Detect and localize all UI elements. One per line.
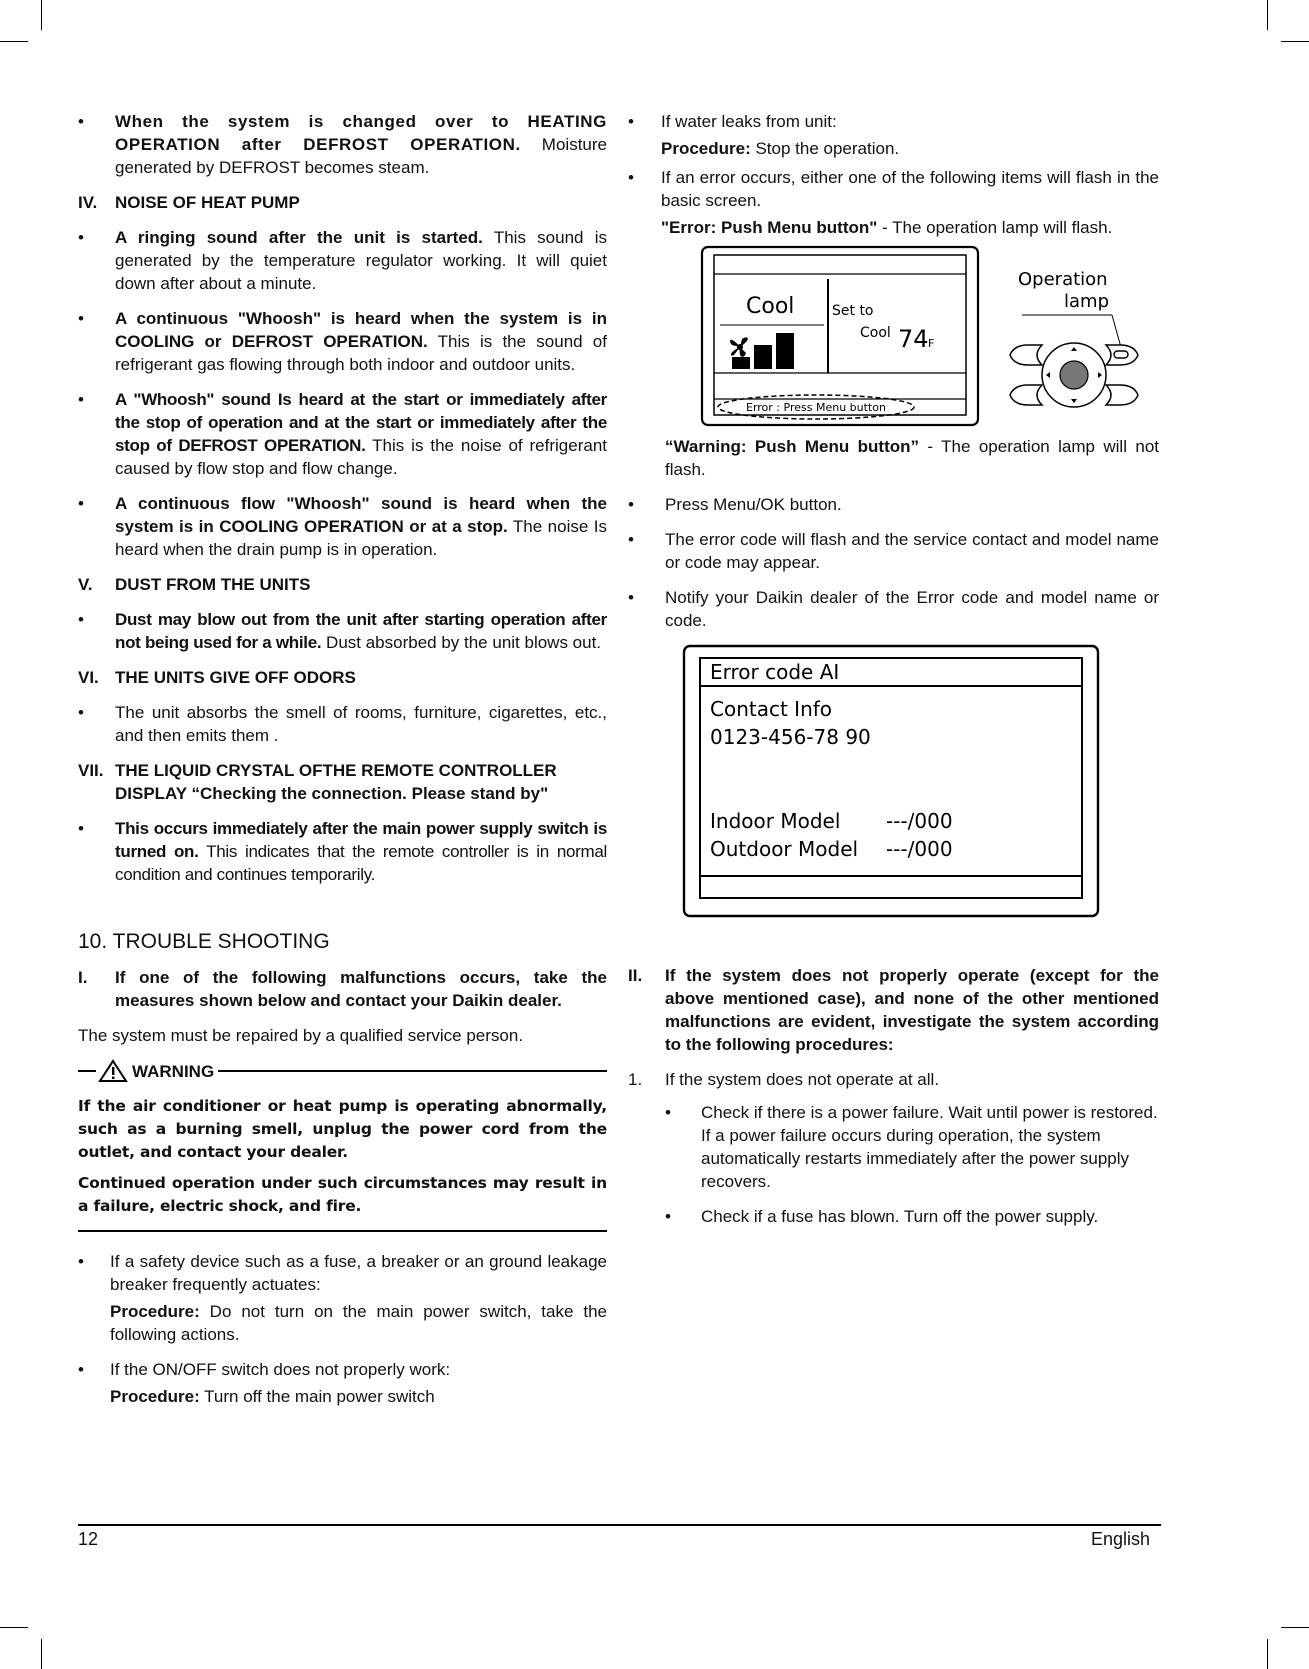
crop-mark	[41, 1639, 42, 1669]
list-item: • When the system is changed over to HEATING OPERATION after DEFROST OPERATION. Moisture generated by DEFROST becomes steam.	[78, 112, 607, 177]
section-heading: I. If one of the following malfunctions occurs, take the measures shown below and contact your Daikin dealer.	[78, 968, 607, 1010]
lcd-error-text: Error : Press Menu button	[746, 401, 886, 414]
warning-note: “Warning: Push Menu button” - The operation lamp will not flash.	[665, 437, 1159, 479]
list-item: • The error code will flash and the service contact and model name or code may appear.	[628, 530, 1159, 572]
page-number: 12	[78, 1529, 99, 1549]
list-item: • Press Menu/OK button.	[628, 495, 842, 514]
contact-number: 0123-456-78 90	[710, 725, 871, 749]
error-code-screen-illustration	[682, 644, 1102, 920]
list-item: • If a safety device such as a fuse, a breaker or an ground leakage breaker frequently actuates: Procedure: Do not turn on the main power switch, take the following actions.	[78, 1252, 607, 1344]
contact-info-label: Contact Info	[710, 697, 833, 721]
section-heading: IV. NOISE OF HEAT PUMP	[78, 193, 300, 212]
list-item: • Check if a fuse has blown. Turn off the power supply.	[665, 1207, 1099, 1226]
crop-mark	[1281, 41, 1309, 42]
list-item: • A "Whoosh" sound Is heard at the start or immediately after the stop of operation and at the start or immediately after the stop of DEFROST OPERATION. This is the noise of refrigerant caused by flow stop and flow change.	[78, 390, 607, 478]
list-item: • A continuous flow "Whoosh" sound is heard when the system is in COOLING OPERATION or at a stop. The noise Is heard when the drain pump is in operation.	[78, 494, 607, 559]
lcd-temp-text: 74	[898, 325, 929, 353]
lcd-temp-unit: F	[928, 337, 935, 350]
list-item: • If an error occurs, either one of the following items will flash in the basic screen. "Error: Push Menu button" - The operation lamp will flash.	[628, 168, 1159, 237]
remote-buttons	[1010, 343, 1138, 407]
crop-mark	[1267, 0, 1268, 30]
warning-box	[78, 1059, 607, 1232]
lcd-set-mode-text: Cool	[860, 325, 891, 341]
operation-lamp-label: lamp	[1064, 291, 1109, 312]
list-item: • A continuous "Whoosh" is heard when the system is in COOLING or DEFROST OPERATION. This is the sound of refrigerant gas flowing through both indoor and outdoor units.	[78, 309, 607, 374]
crop-mark	[0, 1627, 28, 1628]
list-item: • Notify your Daikin dealer of the Error code and model name or code.	[628, 588, 1159, 630]
warning-icon	[98, 1059, 128, 1083]
list-item: • If water leaks from unit: Procedure: Stop the operation.	[628, 112, 900, 158]
section-heading: II. If the system does not properly operate (except for the above mentioned case), and none of the other mentioned malfunctions are evident, investigate the system according to the following procedures:	[628, 966, 1159, 1054]
numbered-item: 1. If the system does not operate at all.	[628, 1070, 940, 1089]
crop-mark	[1281, 1627, 1309, 1628]
operation-lamp-indicator	[1114, 351, 1128, 358]
crop-mark	[0, 41, 28, 42]
list-item: • Check if there is a power failure. Wait until power is restored. If a power failure occurs during operation, the system automatically restarts immediately after the power supply recovers.	[665, 1103, 1158, 1191]
list-item: • A ringing sound after the unit is started. This sound is generated by the temperature regulator working. It will quiet down after about a minute.	[78, 228, 608, 293]
lcd-screen-illustration	[628, 245, 1148, 429]
fan-speed-bar	[732, 357, 750, 369]
section-title: 10. TROUBLE SHOOTING	[78, 930, 330, 953]
error-code-text: Error code AI	[710, 660, 840, 684]
remote-controller-figure	[628, 245, 1159, 429]
error-code-screen	[628, 644, 1159, 920]
outdoor-model-label: Outdoor Model	[710, 837, 859, 861]
right-column	[628, 110, 1159, 1240]
indoor-model-label: Indoor Model	[710, 809, 841, 833]
lcd-set-to-text: Set to	[832, 303, 874, 319]
list-item: • This occurs immediately after the main power supply switch is turned on. This indicates that the remote controller is in normal condition and continues temporarily.	[78, 819, 607, 884]
list-item: • If the ON/OFF switch does not properly work: Procedure: Turn off the main power switch	[78, 1360, 451, 1406]
warning-label: WARNING	[132, 1061, 215, 1081]
list-item: • The unit absorbs the smell of rooms, furniture, cigarettes, etc., and then emits them .	[78, 703, 607, 745]
fan-speed-bar	[776, 333, 794, 369]
crop-mark	[1267, 1639, 1268, 1669]
fan-speed-bar	[754, 345, 772, 369]
indoor-model-value: ---/000	[886, 809, 953, 833]
left-column	[78, 110, 607, 1420]
list-item: • Dust may blow out from the unit after starting operation after not being used for a while. Dust absorbed by the unit blows out.	[78, 610, 607, 652]
section-heading: VI. THE UNITS GIVE OFF ODORS	[78, 668, 356, 687]
section-heading: V. DUST FROM THE UNITS	[78, 575, 311, 594]
lcd-mode-text: Cool	[746, 294, 795, 319]
warning-text: If the air conditioner or heat pump is operating abnormally, such as a burning smell, unplug the power cord from the outlet, and contact your dealer.	[78, 1097, 607, 1161]
section-heading: VII. THE LIQUID CRYSTAL OFTHE REMOTE CONTROLLER DISPLAY “Checking the connection. Please stand by"	[78, 761, 557, 803]
crop-mark	[41, 0, 42, 30]
footer-language: English	[1091, 1529, 1151, 1549]
outdoor-model-value: ---/000	[886, 837, 953, 861]
warning-text: Continued operation under such circumstances may result in a failure, electric shock, and fire.	[78, 1174, 607, 1215]
operation-lamp-label: Operation	[1018, 269, 1108, 290]
footer-rule	[78, 1524, 1161, 1526]
repair-note: The system must be repaired by a qualified service person.	[78, 1026, 524, 1045]
